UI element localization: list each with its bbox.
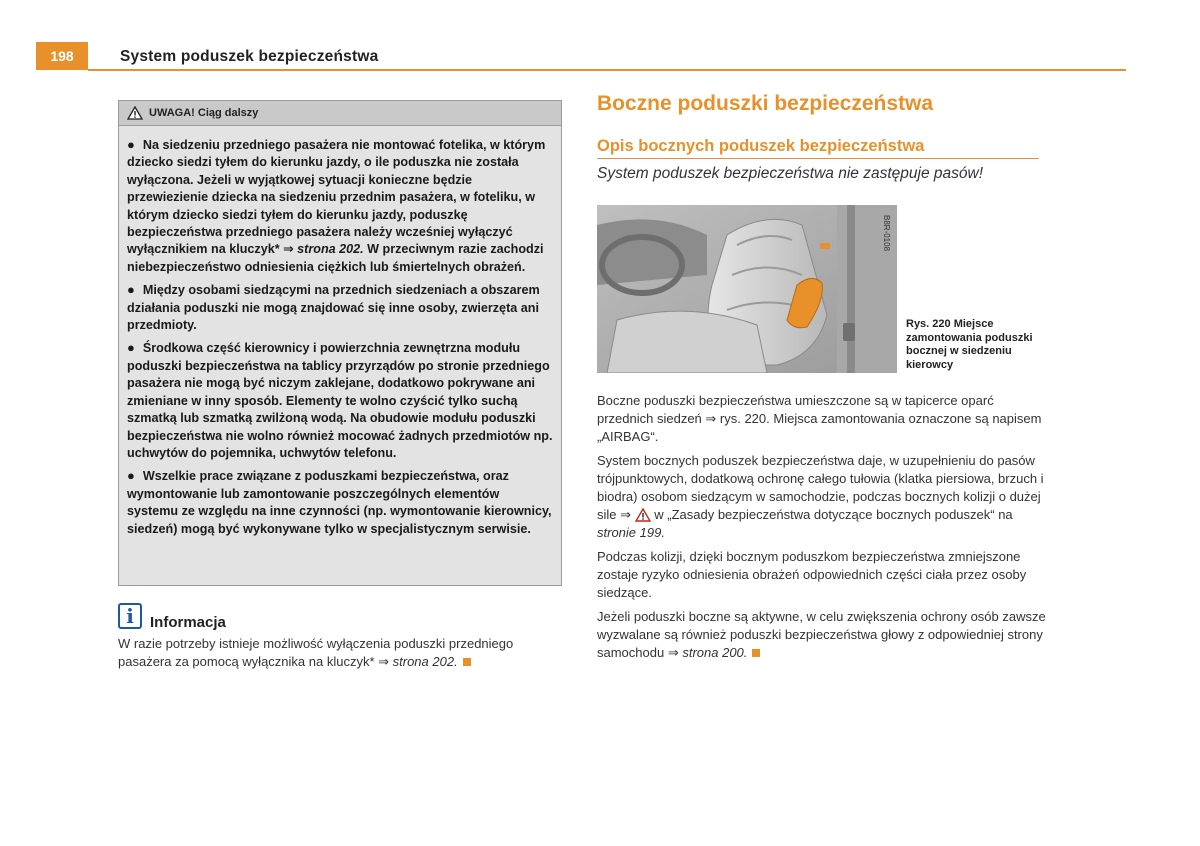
page-reference[interactable]: strona 200. [682, 645, 748, 660]
warning-header [119, 101, 561, 126]
warning-item: ● Wszelkie prace związane z poduszkami bezpieczeństwa, oraz wymontowanie lub zamontowanie poszczególnych elementów systemu ze względu na inne czynności (np. wymontowanie kierownicy, siedzeń) mogą być wykonywane tylko w specjalistycznym serwisie. [127, 468, 552, 536]
warning-item: ● Środkowa część kierownicy i powierzchnia zewnętrzna modułu poduszki bezpieczeństwa na tablicy przyrządów po stronie przedniego pasażera nie mogą być niczym zaklejane, dodatkowo pokrywane ani zmieniane w inny sposób. Elementy te wolno czyścić tylko suchą szmatką lub szmatką zwilżoną wodą. Na obudowie modułu poduszki bezpieczeństwa nie wolno również mocować żadnych przedmiotów np. uchwytów do pojemnika, uchwytów telefonu. [127, 340, 553, 460]
figure-code: B8R-0108 [882, 215, 891, 252]
info-text: W razie potrzeby istnieje możliwość wyłączenia poduszki przedniego pasażera za pomocą wyłącznika na kluczyk* ⇒ strona 202. [118, 636, 514, 669]
page-reference[interactable]: stronie 199. [597, 525, 665, 540]
end-mark-icon [463, 658, 471, 666]
seat-airbag-figure [597, 205, 897, 373]
main-heading: Boczne poduszki bezpieczeństwa [597, 92, 934, 115]
info-icon: i [118, 603, 142, 629]
body-text [597, 392, 1047, 668]
info-title: Informacja [150, 614, 226, 631]
sub-heading: Opis bocznych poduszek bezpieczeństwa [597, 137, 925, 155]
seat-illustration [597, 205, 897, 373]
section-title: System poduszek bezpieczeństwa [120, 48, 379, 65]
page-reference[interactable]: strona 202. [297, 242, 364, 257]
warning-body [119, 126, 561, 538]
info-section [118, 600, 558, 671]
warning-item: ● Na siedzeniu przedniego pasażera nie montować fotelika, w którym dziecko siedzi tyłem do kierunku jazdy, o ile poduszka nie została wyłączona. Jeżeli w wyjątkowej sytuacji konieczne będzie przewiezienie dziecka na siedzeniu przednim pasażera, w foteliku, w którym dziecko siedzi tyłem do kierunku jazdy, poduszkę bezpieczeństwa przedniego pasażera należy wcześniej wyłączyć wyłącznikiem na kluczyk* ⇒ strona 202. W przeciwnym razie zachodzi niebezpieczeństwo odniesienia ciężkich lub śmiertelnych obrażeń. [127, 137, 546, 274]
header-rule [88, 69, 1126, 71]
paragraph: Jeżeli poduszki boczne są aktywne, w celu zwiększenia ochrony osób zawsze wyzwalane są również poduszki bezpieczeństwa głowy z odpowiedniej strony samochodu ⇒ strona 200. [597, 609, 1046, 660]
paragraph: Boczne poduszki bezpieczeństwa umieszczone są w tapicerce oparć przednich siedzeń ⇒ rys. 220. Miejsca zamontowania oznaczone są napisem „AIRBAG“. [597, 393, 1042, 444]
warning-box [118, 100, 562, 586]
page-number: 198 [36, 42, 88, 70]
warning-triangle-icon[interactable] [635, 508, 651, 522]
warning-item: ● Między osobami siedzącymi na przednich siedzeniach a obszarem działania poduszki nie mogą znajdować się inne osoby, zwierzęta ani przedmioty. [127, 282, 540, 333]
warning-triangle-icon [127, 106, 143, 120]
end-mark-icon [752, 649, 760, 657]
paragraph: System bocznych poduszek bezpieczeństwa daje, w uzupełnieniu do pasów trójpunktowych, dodatkową ochronę całego tułowia (klatka piersiowa, brzuch i biodra) osobom siedzącym w samochodzie, podczas bocznych kolizji o dużej sile ⇒ w „Zasady bezpieczeństwa dotyczące bocznych poduszek“ na stronie 199. [597, 453, 1044, 540]
lead-text: System poduszek bezpieczeństwa nie zastępuje pasów! [597, 165, 983, 182]
paragraph: Podczas kolizji, dzięki bocznym poduszkom bezpieczeństwa zmniejszone zostaje ryzyko odniesienia obrażeń odpowiednich części ciała przez osoby siedzące. [597, 549, 1027, 600]
page-reference[interactable]: strona 202. [392, 654, 458, 669]
warning-title: UWAGA! Ciąg dalszy [149, 107, 259, 119]
sub-heading-rule [597, 158, 1039, 159]
figure-caption: Rys. 220 Miejsce zamontowania poduszki bocznej w siedzeniu kierowcy [906, 318, 1033, 371]
